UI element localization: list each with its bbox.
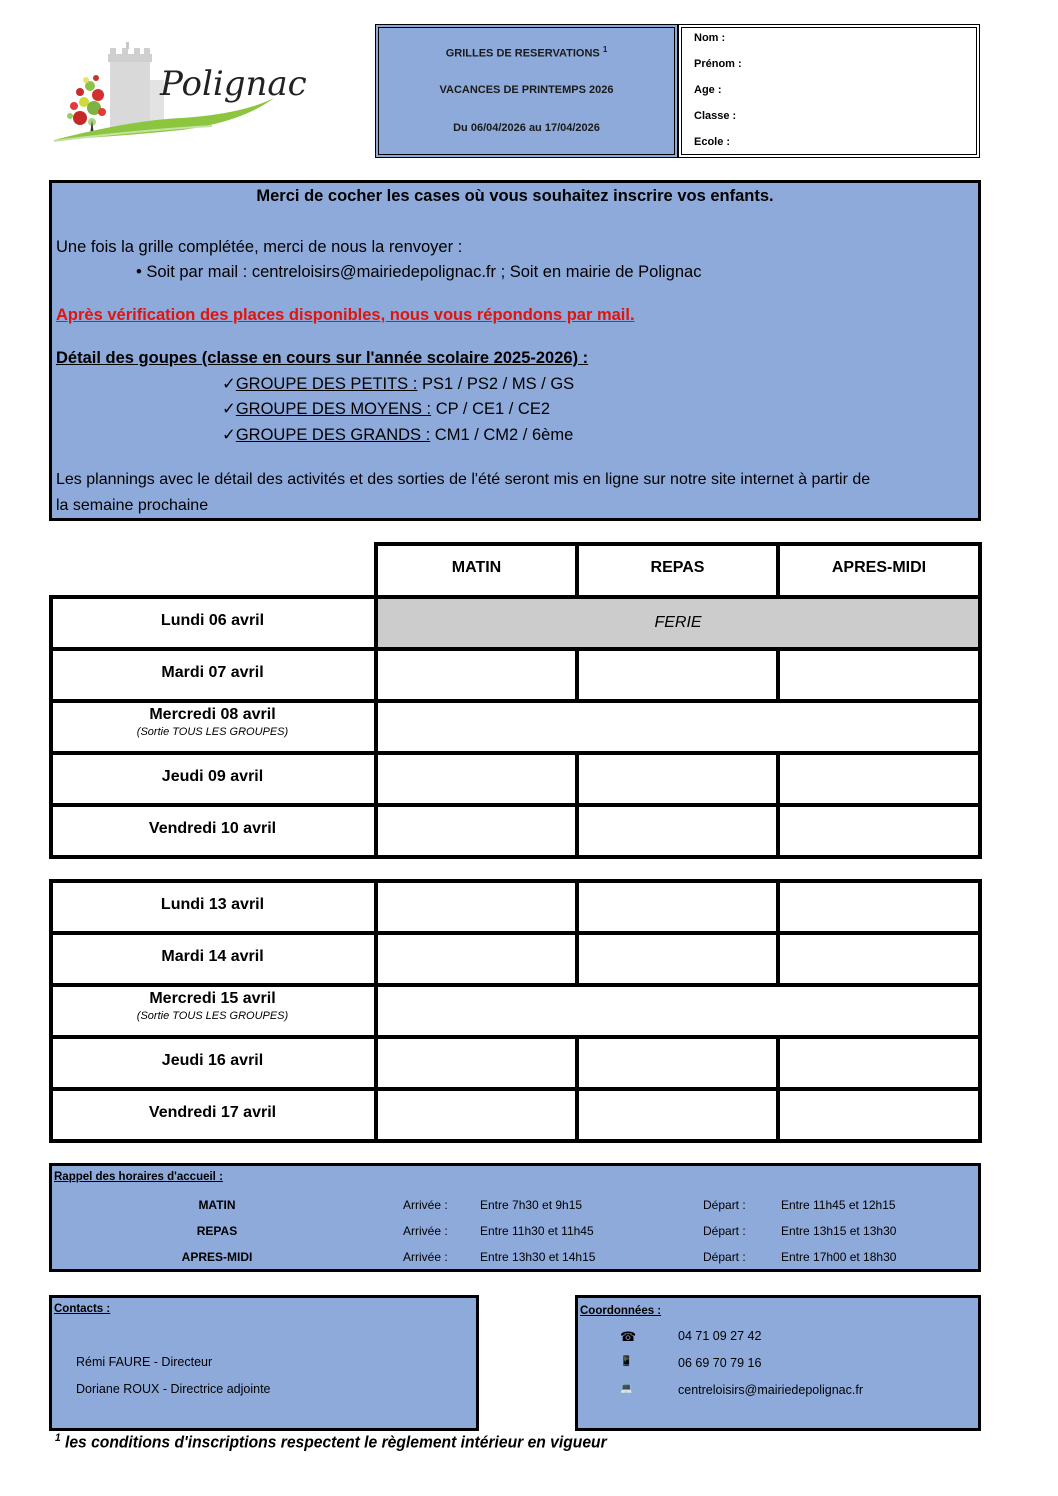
checkbox-cell-repas[interactable]	[579, 651, 776, 699]
logo-graphic	[52, 40, 307, 145]
day-label	[49, 768, 376, 786]
day-label	[49, 1052, 376, 1070]
column-header-apres-midi: APRES-MIDI	[831, 559, 927, 576]
departure-label: Départ :	[703, 1198, 746, 1212]
mobile-phone-icon: 📱	[620, 1356, 633, 1367]
instructions-panel	[49, 180, 981, 521]
checkbox-cell-matin[interactable]	[378, 755, 575, 803]
contacts-heading: Contacts :	[54, 1303, 111, 1315]
grid-border	[776, 805, 780, 857]
grid-border	[776, 753, 780, 805]
day-label	[49, 990, 376, 1022]
group-petits: ✓GROUPE DES PETITS : PS1 / PS2 / MS / GS	[222, 375, 575, 393]
logo-text: Polignac	[160, 64, 307, 104]
return-intro: Une fois la grille complétée, merci de nous la renvoyer :	[56, 238, 463, 256]
footnote-marker: 1	[55, 1432, 61, 1444]
day-label	[49, 948, 376, 966]
contact-deputy-director: Doriane ROUX - Directrice adjointe	[76, 1382, 271, 1396]
grid-border	[575, 805, 579, 857]
phone-icon: ☎	[620, 1329, 637, 1344]
check-icon: ✓	[222, 426, 236, 444]
checkbox-cell-apres-midi[interactable]	[780, 1091, 978, 1139]
contact-director: Rémi FAURE - Directeur	[76, 1355, 213, 1369]
column-header-matin: MATIN	[451, 559, 502, 576]
checkbox-cell-matin[interactable]	[378, 1039, 575, 1087]
grid-border	[575, 753, 579, 805]
mobile-number[interactable]: 06 69 70 79 16	[678, 1356, 762, 1370]
return-options: • Soit par mail : centreloisirs@mairiedepolignac.fr ; Soit en mairie de Polignac	[136, 263, 702, 281]
checkbox-cell-apres-midi[interactable]	[780, 807, 978, 855]
field-age[interactable]: Age :	[694, 84, 722, 96]
checkbox-cell-apres-midi[interactable]	[780, 755, 978, 803]
vacation-period: VACANCES DE PRINTEMPS 2026	[439, 84, 614, 96]
group-grands: ✓GROUPE DES GRANDS : CM1 / CM2 / 6ème	[222, 426, 574, 444]
checkbox-cell-repas[interactable]	[579, 807, 776, 855]
hours-slot-label: REPAS	[196, 1224, 238, 1238]
departure-time: Entre 13h15 et 13h30	[781, 1224, 897, 1238]
day-label	[49, 706, 376, 738]
day-name: Jeudi 09 avril	[161, 768, 264, 785]
checkbox-cell-repas[interactable]	[579, 1039, 776, 1087]
day-name: Vendredi 17 avril	[148, 1104, 277, 1121]
holiday-cell: FERIE	[378, 599, 978, 647]
departure-label: Départ :	[703, 1224, 746, 1238]
outing-note: (Sortie TOUS LES GROUPES)	[136, 1010, 289, 1022]
grid-border	[575, 881, 579, 933]
checkbox-cell-repas[interactable]	[579, 755, 776, 803]
day-name: Lundi 06 avril	[160, 612, 265, 629]
departure-label: Départ :	[703, 1250, 746, 1264]
day-name: Vendredi 10 avril	[148, 820, 277, 837]
opening-hours-panel	[49, 1163, 981, 1272]
contact-email[interactable]: centreloisirs@mairiedepolignac.fr	[678, 1383, 863, 1397]
groups-heading: Détail des goupes (classe en cours sur l'année scolaire 2025-2026) :	[56, 349, 589, 367]
grid-border	[49, 855, 982, 859]
polignac-logo	[52, 40, 307, 145]
grid-border	[776, 881, 780, 933]
grid-border	[374, 879, 378, 1141]
checkbox-cell-apres-midi[interactable]	[780, 1039, 978, 1087]
grid-border	[776, 1089, 780, 1141]
grid-border	[776, 933, 780, 985]
reservation-title-box	[375, 24, 678, 158]
date-range: Du 06/04/2026 au 17/04/2026	[453, 122, 600, 134]
instructions-heading: Merci de cocher les cases où vous souhaitez inscrire vos enfants.	[256, 187, 774, 205]
footnote	[55, 1432, 607, 1453]
title-line	[379, 45, 674, 60]
grid-border	[374, 542, 982, 546]
grid-border	[49, 595, 53, 857]
checkbox-cell-repas[interactable]	[579, 1091, 776, 1139]
hours-slot-label: MATIN	[198, 1198, 236, 1212]
check-icon: ✓	[222, 375, 236, 393]
child-info-box	[678, 24, 980, 158]
day-name: Lundi 13 avril	[160, 896, 265, 913]
arrival-time: Entre 11h30 et 11h45	[480, 1224, 594, 1238]
checkbox-cell-matin[interactable]	[378, 807, 575, 855]
day-name: Jeudi 16 avril	[161, 1052, 264, 1069]
day-name: Mardi 07 avril	[161, 664, 264, 681]
departure-time: Entre 17h00 et 18h30	[781, 1250, 897, 1264]
coordinates-panel	[575, 1295, 981, 1431]
planning-note-line2: la semaine prochaine	[56, 497, 209, 514]
title-footnote-marker: 1	[602, 45, 608, 54]
day-label	[49, 896, 376, 914]
grid-border	[575, 1089, 579, 1141]
grid-border	[776, 649, 780, 701]
tower-shape	[110, 58, 150, 128]
arrival-time: Entre 13h30 et 14h15	[480, 1250, 596, 1264]
landline-number[interactable]: 04 71 09 27 42	[678, 1329, 762, 1343]
column-header-repas: REPAS	[650, 559, 705, 576]
day-name: Mercredi 15 avril	[149, 990, 276, 1007]
full-day-outing-cell[interactable]	[378, 987, 978, 1035]
field-prenom[interactable]: Prénom :	[694, 58, 742, 70]
checkbox-cell-matin[interactable]	[378, 883, 575, 931]
checkbox-cell-apres-midi[interactable]	[780, 935, 978, 983]
hours-heading: Rappel des horaires d'accueil :	[54, 1171, 223, 1183]
checkbox-cell-apres-midi[interactable]	[780, 883, 978, 931]
checkbox-cell-matin[interactable]	[378, 935, 575, 983]
planning-note-line1: Les plannings avec le détail des activités et des sorties de l'été seront mis en ligne sur notre site internet à partir de	[56, 471, 871, 488]
coordinates-heading: Coordonnées :	[580, 1305, 662, 1317]
departure-time: Entre 11h45 et 12h15	[781, 1198, 896, 1212]
arrival-label: Arrivée :	[403, 1198, 448, 1212]
field-classe[interactable]: Classe :	[694, 110, 737, 122]
arrival-label: Arrivée :	[403, 1224, 448, 1238]
day-label	[49, 664, 376, 682]
grid-border	[575, 933, 579, 985]
contacts-panel	[49, 1295, 479, 1431]
full-day-outing-cell[interactable]	[378, 703, 978, 751]
field-nom[interactable]: Nom :	[694, 32, 726, 44]
day-label	[49, 612, 376, 630]
day-name: Mercredi 08 avril	[149, 706, 276, 723]
arrival-label: Arrivée :	[403, 1250, 448, 1264]
hours-slot-label: APRES-MIDI	[181, 1250, 253, 1264]
grid-border	[776, 1037, 780, 1089]
availability-notice: Après vérification des places disponibles, nous vous répondons par mail.	[56, 306, 635, 324]
grid-border	[575, 649, 579, 701]
grid-border	[978, 879, 982, 1141]
grid-border	[49, 879, 53, 1141]
footnote-text: les conditions d'inscriptions respectent le règlement intérieur en vigueur	[60, 1432, 607, 1452]
checkbox-cell-repas[interactable]	[579, 883, 776, 931]
day-label	[49, 1104, 376, 1122]
checkbox-cell-matin[interactable]	[378, 1091, 575, 1139]
day-name: Mardi 14 avril	[161, 948, 264, 965]
checkbox-cell-apres-midi[interactable]	[780, 651, 978, 699]
grid-border	[374, 595, 378, 857]
outing-note: (Sortie TOUS LES GROUPES)	[136, 726, 289, 738]
field-ecole[interactable]: Ecole :	[694, 136, 731, 148]
group-moyens: ✓GROUPE DES MOYENS : CP / CE1 / CE2	[222, 400, 551, 418]
computer-icon: 💻	[620, 1383, 633, 1394]
grid-border	[49, 1139, 982, 1143]
day-label	[49, 820, 376, 838]
check-icon: ✓	[222, 400, 236, 418]
checkbox-cell-repas[interactable]	[579, 935, 776, 983]
arrival-time: Entre 7h30 et 9h15	[480, 1198, 583, 1212]
checkbox-cell-matin[interactable]	[378, 651, 575, 699]
grid-border	[575, 1037, 579, 1089]
grid-border	[978, 595, 982, 857]
title-text: GRILLES DE RESERVATIONS	[445, 47, 600, 60]
